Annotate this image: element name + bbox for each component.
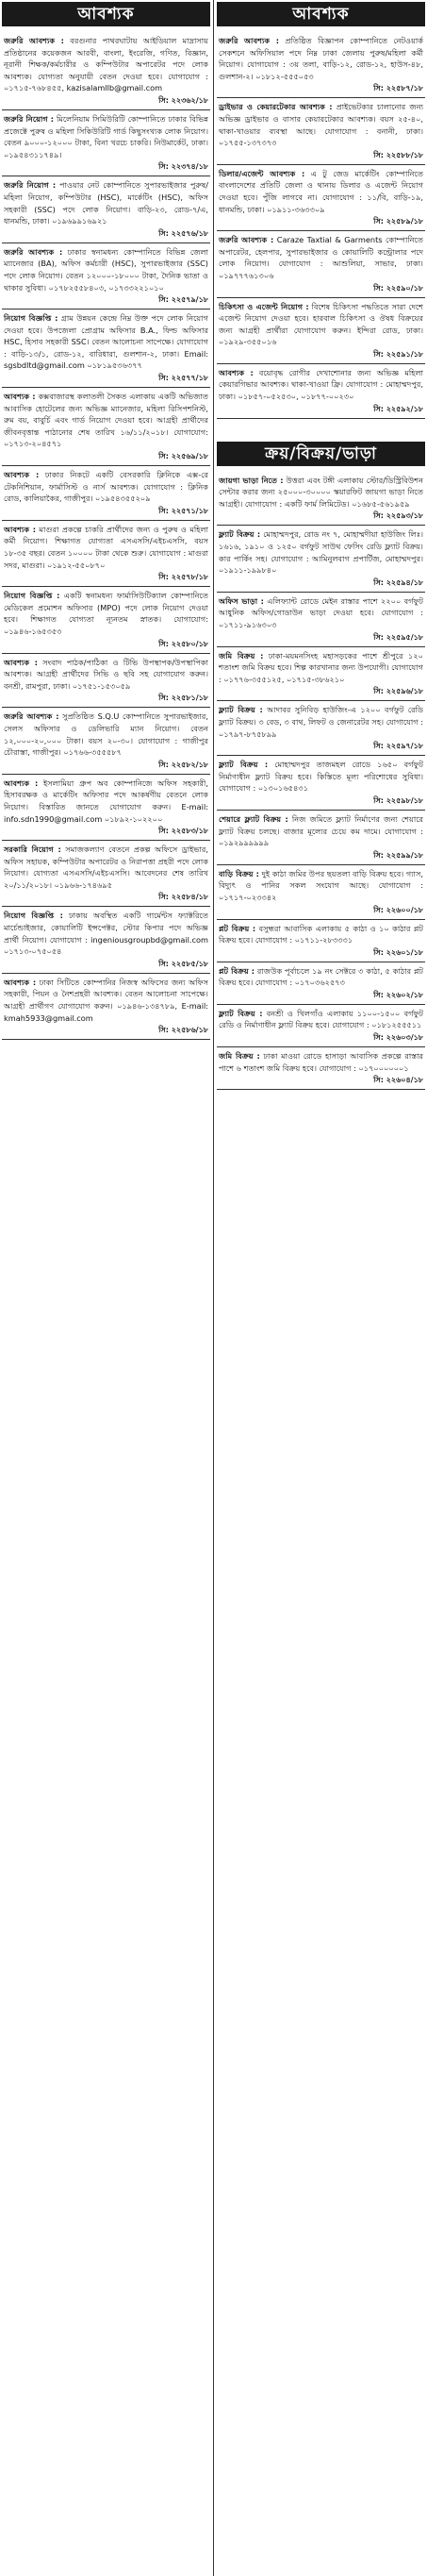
ad-reference-code: সি: ২২৫৮০/১৮ xyxy=(158,639,208,648)
section-header-jobs-left: আবশ্যক xyxy=(2,2,210,26)
ad-body xyxy=(4,391,208,450)
classified-ad xyxy=(217,98,425,164)
ad-text: ঢাকায় অবস্থিত একটি গার্মেন্টস ফ্যাক্টরিতে মার্চেন্ডাইজার, কোয়ালিটি ইন্সপেক্টর, স্টোর কিপার পদে অভিজ্ঞ প্রার্থী নিয়োগ। যোগাযোগ : ingeniousgroupbd@gmail.com ০১৭১৩-০৭৫০৫৪ xyxy=(4,911,208,957)
ad-reference-code: সি: ২২৫৭৭/১৮ xyxy=(158,374,208,383)
ad-title: ড্রাইভার ও কেয়ারটেকার আবশ্যক : xyxy=(219,102,333,112)
ad-reference-code: সি: ২২৫৯৩/১৮ xyxy=(373,511,423,521)
ad-reference-code: সি: ২২৫৯১/১৮ xyxy=(373,349,423,359)
ad-title: জরুরি আবশ্যক : xyxy=(219,36,279,45)
ad-reference-code: সি: ২২৫৮২/১৮ xyxy=(158,760,208,769)
ad-text: মিলেনিয়াম সিমিউরিটি কোম্পানিতে ঢাকার বিভিন্ন প্রজেক্টে পুরুষ ও মহিলা সিকিউরিটি গার্ড কিছুসংখ্যক লোক নিয়োগ। বেতন ৯০০০-১২০০০ টাকা, বিনা খরচে চাকরি। নিউমার্কেট, ঢাকা। ০১৯৫৪৩১১৭৪৯। xyxy=(4,113,208,159)
ad-title: ফ্ল্যাট বিক্রয় : xyxy=(219,1008,263,1018)
ad-title: আবশ্যক : xyxy=(4,977,37,987)
classified-ad xyxy=(2,388,210,466)
classified-ad xyxy=(2,654,210,709)
classified-ad xyxy=(217,962,425,1005)
left-column xyxy=(2,0,210,1040)
ad-text: মাগুরা প্রকল্পে চাকরি প্রার্থীদের জন্য ও পুরুষ ও মহিলা কর্মী নিয়োগ। শিক্ষাগত যোগ্যতা এসএসসি/এইচএসসি, বয়স ১৮-৩৫ বছর। বেতন ১০০০০ টাকা থেকে শুরু। যোগাযোগ : মাগুরা সদর, মাগুরা। ০১৯১২-৫৫০৮৭০ xyxy=(4,524,209,570)
classified-ad xyxy=(2,521,210,587)
ad-text: উত্তরা এবং টঙ্গী এলাকায় স্টোর/ডিস্ট্রিবিউশন সেন্টার করার জন্য ২৫০০০-৩০০০০ স্কয়ারফিট জায়গা ভাড়া নিতে আগ্রহী। যোগাযোগ : একটি ফার্ম লিমিটেড। ০১৬৮৫-৫৬১৯৫৯ xyxy=(219,475,423,509)
section-header-jobs-right: আবশ্যক xyxy=(217,2,425,26)
ad-reference-code: সি: ২২৫৬৯/১৮ xyxy=(158,452,208,461)
ad-reference-code: সি: ২২৫৮৯/১৮ xyxy=(373,217,423,226)
ad-reference-code: সি: ২২৬০৩/১৮ xyxy=(373,1033,423,1043)
ad-body xyxy=(4,179,208,226)
ad-reference-code: সি: ২২৬০৪/১৮ xyxy=(373,1076,423,1085)
ad-reference-code: সি: ২২৫৮৩/১৮ xyxy=(158,827,208,836)
ad-title: নিয়োগ বিজ্ঞপ্তি : xyxy=(4,313,58,324)
ad-body xyxy=(4,844,208,891)
ad-title: আবশ্যক : xyxy=(4,470,40,480)
ad-body xyxy=(219,101,423,148)
ad-title: নিয়োগ বিজ্ঞপ্তি : xyxy=(4,911,63,921)
section-header-market: ক্রয়/বিক্রয়/ভাড়া xyxy=(217,442,425,466)
ad-title: আবশ্যক : xyxy=(4,524,36,534)
ad-text: ঢাকার স্বনামধন্য কোম্পানিতে বিভিন্ন জেলা ম্যানেজার (BA), অফিস কর্মচারী (HSC), সুপারভাইজার (SSC) পদে লোক নিয়োগ। বেতন ১২০০০-১৮০০০ টাকা, দৈনিক ভাতা ও থাকার সুবিধা। ০১৭৮২৫৫৮৪০৩, ০১৭৩৩২২১০১০ xyxy=(4,246,209,293)
ad-text: Caraze Taxtial & Garments কোম্পানিতে অপারেটর, হেলপার, সুপারভাইজার ও কোয়ালিটি কন্ট্রোলার পদে লোক নিয়োগ। যোগাযোগ : আশুলিয়া, সাভার, ঢাকা। ০১৯৭৭৭৬১৩০৬ xyxy=(219,235,423,280)
ad-reference-code: সি: ২২৫৮৫/১৮ xyxy=(158,959,208,968)
ad-reference-code: সি: ২২৫৯৭/১৮ xyxy=(373,742,423,751)
classified-ad xyxy=(217,472,425,527)
ad-title: জরুরি নিয়োগ : xyxy=(4,180,57,191)
classified-ad xyxy=(2,32,210,110)
ad-body xyxy=(219,923,423,946)
ad-text: বরগুনার পাথরঘাটায় আইডিয়াল মাদ্রাসায় প্রতিষ্ঠানের কয়েকজন আরবী, বাংলা, ইংরেজি, গণিত, বিজ্ঞান, নূরানী শিক্ষক/কর্মচারীর ও কম্পিউটার অপারেটর পদে লোক আবশ্যক। যোগ্যতা অনুযায়ী বেতন দেওয়া হবে। যোগাযোগ : ০১৭১৫-৭৬৮৪৫৫, kazisalamllb@gmail.com xyxy=(4,36,209,93)
classified-ad xyxy=(217,811,425,865)
ad-body xyxy=(4,910,208,957)
ad-title: জরুরি আবশ্যক : xyxy=(4,246,63,257)
ad-reference-code: সি: ২২৫৯৬/১৮ xyxy=(373,687,423,696)
ad-text: এলিফ্যান্ট রোডে মেইন রাস্তার পাশে ২২০০ বর্গফুট আধুনিক অফিস/গোডাউন ভাড়া দেওয়া হবে। যোগাযোগ : ০১৭১১-৯১৬৩০৩ xyxy=(219,595,423,629)
ad-text: পাওয়ার নেট কোম্পানিতে সুপারভাইজার পুরুষ/মহিলা নিয়োগ, কম্পিউটার (HSC), মার্কেটিং (HSC), অফিস সহকারী (SSC) পদে লোক নিয়োগ। বাড়ি-২৩, রোড-৭/এ, ধানমন্ডি, ঢাকা। ০১৯৬৯৯১৬৯২১ xyxy=(4,180,208,226)
ad-reference-code: সি: ২২৫৮৬/১৮ xyxy=(158,1026,208,1035)
ad-text: ঢাকার নিকটে একটি বেসরকারি ক্লিনিকে এক্স-রে টেকনিশিয়ান, ফার্মাসিস্ট ও নার্স আবশ্যক। যোগাযোগ : ক্লিনিক রোড, কালিয়াকৈর, গাজীপুর। ০১৯৫৪৩৫৫২০৯ xyxy=(4,470,208,504)
ad-reference-code: সি: ২২৫৮১/১৮ xyxy=(158,694,208,703)
ad-text: সুপ্রতিষ্ঠিত S.Q.U কোম্পানিতে সুপারভাইজার, সেলস অফিসার ও ডেলিভারি ম্যান নিয়োগ। বেতন ১২,০০০-২০,০০০ টাকা। বয়স ২০-৩০। যোগাযোগ : গাজীপুর চৌরাস্তা, গাজীপুর। ০১৭৬৬-৩৫৫৫৮৭ xyxy=(4,711,208,758)
classified-ad xyxy=(217,701,425,756)
ad-title: চিকিৎসা ও এজেন্ট নিয়োগ : xyxy=(219,301,309,311)
ad-title: জমি বিক্রয় : xyxy=(219,650,264,661)
ad-text: মোহাম্মদপুর তাজমহল রোডে ১৬৫০ বর্গফুট নির্মাণাধীন ফ্ল্যাট বিক্রয় হবে। কিস্তিতে মূল্য পরিশোধের সুবিধা। যোগাযোগ : ০১৩০১৬৫৪৩১ xyxy=(219,760,423,794)
left-ad-list xyxy=(2,32,210,1040)
ad-title: ফ্ল্যাট বিক্রয় : xyxy=(219,760,269,770)
ad-title: অফিস ভাড়া : xyxy=(219,595,264,606)
ad-reference-code: সি: ২২৫৯২/১৮ xyxy=(373,404,423,413)
ad-body xyxy=(219,1050,423,1074)
ad-text: নিজ জমিতে ফ্ল্যাট নির্মাণের জন্য শেয়ারে ফ্ল্যাট বিক্রয় চলছে। বাজার মূল্যের চেয়ে কম দামে। যোগাযোগ : ০১৯২৯৯৯৯৯৯ xyxy=(219,813,423,848)
ad-reference-code: সি: ২২৫৯৮/১৮ xyxy=(373,795,423,805)
classified-ad xyxy=(217,920,425,962)
ad-body xyxy=(219,528,423,576)
ad-body xyxy=(4,778,208,825)
ad-body xyxy=(4,469,208,505)
market-ad-list xyxy=(217,472,425,1091)
ad-body xyxy=(219,759,423,795)
classified-ad xyxy=(217,165,425,231)
ad-text: বিশেষ চিকিৎসা পদ্ধতিতে সারা দেশে এজেন্ট নিয়োগ দেওয়া হবে। হারবাল চিকিৎসা ও ঔষধ বিক্রয়ের জন্য আগ্রহী প্রার্থীরা যোগাযোগ করুন। ইন্দিরা রোড, ঢাকা। ০১৯২৯-৩৫৫০১৬ xyxy=(219,301,424,347)
classified-ad xyxy=(2,110,210,176)
classified-ad xyxy=(2,176,210,243)
ad-text: রাজউক পূর্বাচলে ১৯ নং সেক্টরে ৩ কাঠা, ৫ কাঠার প্লট বিক্রয় হবে। যোগাযোগ : ০১৭০৩৬২৫৭৩ xyxy=(219,965,423,988)
right-job-ad-list xyxy=(217,32,425,419)
ad-text: সমাজকল্যাণ বেতনে প্রকল্প অফিসে ড্রাইভার, অফিস সহায়ক, কম্পিউটার অপারেটর ও নিরাপত্তা প্রহরী পদে লোক নিয়োগ। যোগ্যতা এসএসসি/এইচএসসি। আবেদনের শেষ তারিখ ২০/১১/২০১৮। ০১৯৬৬-১৭৪৬৯৫ xyxy=(4,845,209,890)
ad-title: জরুরি নিয়োগ : xyxy=(4,113,55,124)
ad-body xyxy=(4,711,208,758)
ad-text: বসুন্ধরা আবাসিক এলাকায় ৫ কাঠা ও ১০ কাঠার প্লট বিক্রয় হবে। যোগাযোগ : ০১৭১১-২৮৩৩৩১ xyxy=(219,923,423,945)
ad-body xyxy=(4,590,208,637)
ad-body xyxy=(219,650,423,686)
classified-ad xyxy=(2,243,210,309)
ad-body xyxy=(4,977,208,1024)
ad-text: গ্রাম উন্নয়ন কেন্দ্রে নিম্ন উক্ত পদে লোক নিয়োগ দেওয়া হবে। উপজেলা প্রোগ্রাম অফিসার B.A., ফিল্ড অফিসার HSC, হিসাব সহকারী SSC। বেতন আলোচনা সাপেক্ষে। যোগাযোগ : বাড়ি-১৩/১, রোড-১২, বারিধারা, গুলশান-২, ঢাকা। Email: sgsbdltd@gmail.com ০১৮১৯৫৩৬৩৭৭ xyxy=(4,313,208,371)
classified-ad xyxy=(217,1047,425,1090)
classified-ad xyxy=(217,298,425,364)
classified-ad xyxy=(217,364,425,419)
ad-body xyxy=(219,168,423,215)
classified-ad xyxy=(217,32,425,98)
classified-ad xyxy=(217,647,425,702)
ad-text: ইসলামিয়া গ্রুপ অব কোম্পানিজে অফিস সহকারী, হিসাবরক্ষক ও মার্কেটিং অফিসার পদে আকর্ষণীয় বেতনে লোক নিয়োগ। বিস্তারিত জানতে যোগাযোগ করুন। E-mail: info.sdn1990@gmail.com ০১৮৯২-১০২২০০ xyxy=(4,778,208,824)
ad-title: প্লট বিক্রয় : xyxy=(219,923,256,933)
ad-text: প্রাইভেটকার চালানোর জন্য অভিজ্ঞ ড্রাইভার ও বাসার কেয়ারটেকার আবশ্যক। বয়স ২৫-৪০, থাকা-খাওয়ার ব্যবস্থা আছে। যোগাযোগ : বনানী, ঢাকা। ০১৭৫৫-১৩৭৩৭৩ xyxy=(219,102,423,148)
ad-title: আবশ্যক : xyxy=(4,392,36,402)
classified-ad xyxy=(217,231,425,297)
classified-ad xyxy=(217,756,425,811)
ad-title: আবশ্যক : xyxy=(4,657,38,667)
ad-reference-code: সি: ২২৬০২/১৮ xyxy=(373,990,423,999)
ad-text: একটি স্বনামধন্য ফার্মাসিউটিক্যাল কোম্পানিতে মেডিকেল প্রমোশন অফিসার (MPO) পদে লোক নিয়োগ দেওয়া হবে। শিক্ষাগত যোগ্যতা ন্যূনতম স্নাতক। যোগাযোগ: ০১৯৪৬-১৬৫৩৫৩ xyxy=(4,591,208,636)
ad-body xyxy=(219,704,423,740)
ad-body xyxy=(4,35,208,94)
classified-ad xyxy=(2,775,210,841)
ad-text: ঢাকা-ময়মনসিংহ মহাসড়কের পাশে শ্রীপুরে ১২০ শতাংশ জমি বিক্রয় হবে। শিল্প কারখানার জন্য উপযোগী। যোগাযোগ : ০১৭৭৬-৩৫৫১২৫, ০১৭১৫-৩৮৬২১০ xyxy=(219,650,424,684)
ad-title: ফ্ল্যাট বিক্রয় : xyxy=(219,529,261,540)
ad-body xyxy=(219,367,423,403)
ad-reference-code: সি: ২২৫৮৮/১৮ xyxy=(373,150,423,159)
ad-title: ফ্ল্যাট বিক্রয় : xyxy=(219,705,263,715)
ad-text: মোহাম্মদপুর, রোড নং ৭, মোহাম্মদীয়া হাউজিং লিঃ। ১৬১৬, ১৯১০ ও ১২৫০ বর্গফুট সাউথ ফেসিং রেডি ফ্ল্যাট বিক্রয়। কার পার্কিং সহ। যোগাযোগ : আমিনুলবাগ প্রপার্টিজ, মোহাম্মদপুর। ০১৯১১-১৯৯৮৪০ xyxy=(219,529,423,576)
ad-title: জরুরি আবশ্যক : xyxy=(4,711,59,722)
ad-title: বাড়ি বিক্রয় : xyxy=(219,868,259,878)
classified-ad xyxy=(2,907,210,973)
ad-title: জরুরি আবশ্যক : xyxy=(4,36,64,45)
ad-title: জরুরি আবশ্যক : xyxy=(219,235,274,245)
ad-text: প্রতিষ্ঠিত বিজ্ঞাপন কোম্পানিতে নেটওয়ার্ক সেকশনে অফিসিয়াল পদে নিম্ন ঢাকা জেলায় পুরুষ/মহিলা কর্মী নিয়োগ। যোগাযোগ : ৩য় তলা, বাড়ি-১২, রোড-১২, হাউস-৪৮, গুলশান-২। ০১৮১২-৫৫৫০৫৩ xyxy=(219,36,423,81)
ad-reference-code: সি: ২২৩৬২/১৮ xyxy=(158,95,208,105)
ad-reference-code: সি: ২২৫৭১/১৮ xyxy=(158,506,208,515)
ad-reference-code: সি: ২২৩৭৪/১৮ xyxy=(158,162,208,172)
ad-text: দুই কাঠা জমির উপর ছয়তলা বাড়ি বিক্রয় হবে। গ্যাস, বিদ্যুৎ ও পানির সকল সংযোগ আছে। যোগাযোগ : ০১৭১৭-০২৩৩৪২ xyxy=(219,868,423,902)
ad-text: কক্সবাজারস্থ কলাতলী সৈকত এলাকায় একটি অভিজাত আবাসিক হোটেলের জন্য অভিজ্ঞ ম্যানেজার, মহিলা রিসিপশনিস্ট, রুম বয়, বাবুর্চি এবং গার্ড নিয়োগ দেওয়া হবে। আগ্রহী প্রার্থীদের জীবনবৃত্তান্ত পাঠানোর শেষ তারিখ ১৬/১১/২০১৮। যোগাযোগ: ০১৭১৩-২০৪৫৭১ xyxy=(4,392,208,449)
ad-reference-code: সি: ২২৫৯০/১৮ xyxy=(373,283,423,293)
classified-ad xyxy=(2,466,210,521)
ad-body xyxy=(4,657,208,693)
ad-title: আবশ্যক : xyxy=(219,367,254,377)
ad-body xyxy=(219,595,423,631)
ad-text: সংবাদ পাঠক/পাঠিকা ও টিভি উপস্থাপক/উপস্থাপিকা আবশ্যক। আগ্রহী প্রার্থীদের সিভি ও ছবি সহ যোগাযোগ করুন। বনশ্রী, রামপুরা, ঢাকা। ০১৭৫১-১৫৩০৫৯ xyxy=(4,657,208,691)
classified-ad xyxy=(217,865,425,920)
ad-body xyxy=(219,475,423,510)
ad-text: এ টু জেড মার্কেটিং কোম্পানিতে বাংলাদেশের প্রতিটি জেলা ও থানায় ডিলার ও এজেন্ট নিয়োগ দেওয়া হবে। পুঁজি লাগবে না। যোগাযোগ : ১১/বি, বাড়ি-১৯, ধানমন্ডি, ঢাকা। ০১৯১১-৩৬৩৩০৯ xyxy=(219,168,423,214)
ad-body xyxy=(4,246,208,293)
ad-body xyxy=(4,524,208,571)
classified-ad xyxy=(2,708,210,774)
ad-body xyxy=(219,234,423,281)
ad-title: প্লট বিক্রয় : xyxy=(219,965,255,976)
classified-ad xyxy=(217,1005,425,1047)
ad-body xyxy=(4,113,208,160)
ad-reference-code: সি: ২২৫৮৭/১৮ xyxy=(373,84,423,93)
ad-reference-code: সি: ২২৬০০/১৮ xyxy=(373,905,423,914)
column-divider xyxy=(213,0,214,2576)
ad-reference-code: সি: ২২৫৭৯/১৮ xyxy=(158,295,208,305)
ad-text: ঢাকা সিটিতে কোম্পানির নিজস্ব অফিসের জন্য অফিস সহকারী, পিয়ন ও নৈশপ্রহরী আবশ্যক। বেতন আলোচনা সাপেক্ষে। আগ্রহী প্রার্থীগণ যোগাযোগ করুন। ০১৯৪৬-১৩৪৭৮৯, E-mail: kmah5933@gmail.com xyxy=(4,977,208,1023)
ad-title: নিয়োগ বিজ্ঞপ্তি : xyxy=(4,591,60,601)
classified-ad xyxy=(2,841,210,907)
ad-reference-code: সি: ২২৫৮৪/১৮ xyxy=(158,893,208,902)
ad-reference-code: সি: ২২৫৯৫/১৮ xyxy=(373,632,423,642)
ad-text: বয়োবৃদ্ধ রোগীর দেখাশোনার জন্য অভিজ্ঞ মহিলা কেয়ারগিভার আবশ্যক। থাকা-খাওয়া ফ্রি। যোগাযোগ : মোহাম্মদপুর, ঢাকা। ০১৮৫৭-০৫২৫৩০, ০১৮৭৭-০০২৩০ xyxy=(219,367,424,402)
classified-ad xyxy=(2,309,210,388)
classified-ad xyxy=(217,593,425,647)
ad-reference-code: সি: ২২৫৯৯/১৮ xyxy=(373,850,423,860)
right-column xyxy=(217,0,425,1090)
ad-title: শেয়ারে ফ্ল্যাট বিক্রয় : xyxy=(219,813,288,824)
ad-title: জমি বিক্রয় : xyxy=(219,1051,260,1062)
ad-title: আবশ্যক : xyxy=(4,778,39,788)
ad-reference-code: সি: ২২৬০১/১৮ xyxy=(373,947,423,957)
ad-text: আদাবর সুনিবিড় হাউজিং-এ ১২০০ বর্গফুট রেডি ফ্ল্যাট বিক্রয়। ৩ বেড, ৩ বাথ, লিফট ও জেনারেটর সহ। যোগাযোগ : ০১৭৯৭-৮৭৫৮৯৯ xyxy=(219,705,423,739)
ad-body xyxy=(219,813,423,849)
ad-body xyxy=(219,868,423,904)
ad-text: বনশ্রী ও খিলগাঁও এলাকায় ১১০০-১৫০০ বর্গফুট রেডি ও নির্মাণাধীন ফ্ল্যাট বিক্রয় হবে। যোগাযোগ : ০১৮১২৫৫৫১১ xyxy=(219,1008,423,1030)
classified-ad xyxy=(2,974,210,1040)
ad-title: ডিলার/এজেন্ট আবশ্যক : xyxy=(219,168,305,178)
ad-body xyxy=(219,35,423,82)
ad-reference-code: সি: ২২৫৯৪/১৮ xyxy=(373,577,423,587)
classified-ad xyxy=(2,587,210,653)
classified-ad xyxy=(217,526,425,592)
ad-text: ঢাকা মাওয়া রোডে হাসাড়া আবাসিক প্রকল্পে রাস্তার পাশে ৬ শতাংশ জমি বিক্রয় হবে। যোগাযোগ : ০১৭০০০০০০১ xyxy=(219,1051,423,1073)
ad-title: জায়গা ভাড়া নিতে : xyxy=(219,475,284,485)
ad-body xyxy=(4,312,208,372)
ad-reference-code: সি: ২২৫৭৬/১৮ xyxy=(158,228,208,238)
ad-body xyxy=(219,965,423,989)
ad-title: সরকারি নিয়োগ : xyxy=(4,845,61,855)
ad-body xyxy=(219,1008,423,1031)
ad-reference-code: সি: ২২৫৭৮/১৮ xyxy=(158,573,208,582)
ad-body xyxy=(219,301,423,348)
